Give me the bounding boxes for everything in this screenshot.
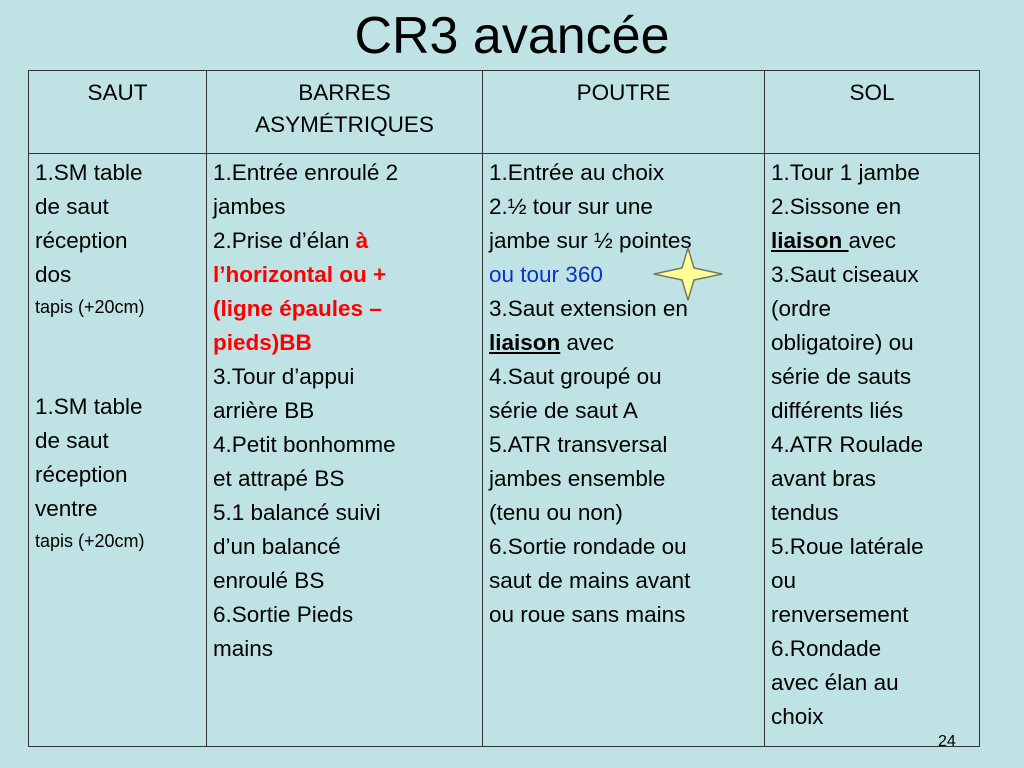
header-sol: SOL [765, 71, 980, 154]
barres-line: mains [213, 636, 274, 661]
barres-highlight: pieds)BB [213, 330, 312, 355]
poutre-line: 1.Entrée au choix [489, 160, 665, 185]
header-saut: SAUT [29, 71, 207, 154]
poutre-text: avec [560, 330, 615, 355]
saut-line: dos [35, 262, 72, 287]
barres-line: 1.Entrée enroulé 2 [213, 160, 399, 185]
content-row [29, 154, 980, 747]
saut-line: 1.SM table [35, 160, 143, 185]
barres-text: 2.Prise d’élan [213, 228, 356, 253]
sol-line: choix [771, 704, 824, 729]
barres-line: 5.1 balancé suivi [213, 500, 381, 525]
sol-line: différents liés [771, 398, 904, 423]
poutre-line: ou roue sans mains [489, 602, 686, 627]
saut-note: tapis (+20cm) [35, 531, 145, 551]
barres-highlight: (ligne épaules – [213, 296, 382, 321]
sol-line: renversement [771, 602, 909, 627]
sol-line: avant bras [771, 466, 877, 491]
sol-line [771, 224, 973, 258]
sol-line: série de sauts [771, 364, 912, 389]
barres-highlight: l’horizontal ou + [213, 262, 387, 287]
skills-table [28, 70, 980, 747]
sol-line: 5.Roue latérale [771, 534, 924, 559]
sol-line: ou [771, 568, 797, 593]
barres-line: 4.Petit bonhomme [213, 432, 396, 457]
saut-line: réception [35, 462, 128, 487]
four-point-star-icon [652, 246, 724, 302]
spacer [35, 322, 200, 390]
slide-title: CR3 avancée [354, 7, 670, 65]
barres-line: et attrapé BS [213, 466, 345, 491]
poutre-highlight: ou tour 360 [489, 262, 603, 287]
poutre-line: série de saut A [489, 398, 638, 423]
page-number: 24 [938, 733, 956, 750]
barres-line: enroulé BS [213, 568, 325, 593]
header-barres: BARRES ASYMÉTRIQUES [207, 71, 483, 154]
poutre-line: 2.½ tour sur une [489, 194, 653, 219]
poutre-line: saut de mains avant [489, 568, 691, 593]
cell-barres [207, 154, 483, 747]
sol-line: (ordre [771, 296, 832, 321]
barres-line: jambes [213, 194, 286, 219]
barres-line: arrière BB [213, 398, 315, 423]
cell-saut [29, 154, 207, 747]
header-row [29, 71, 980, 154]
barres-line: 6.Sortie Pieds [213, 602, 354, 627]
poutre-line: 4.Saut groupé ou [489, 364, 662, 389]
sol-liaison: liaison [771, 228, 849, 253]
barres-line: d’un balancé [213, 534, 341, 559]
poutre-line: 6.Sortie rondade ou [489, 534, 687, 559]
saut-line: de saut [35, 194, 109, 219]
sol-line: tendus [771, 500, 839, 525]
saut-line: ventre [35, 496, 98, 521]
sol-line: 6.Rondade [771, 636, 882, 661]
poutre-line: 5.ATR transversal [489, 432, 668, 457]
sol-line: avec élan au [771, 670, 899, 695]
sol-line: 3.Saut ciseaux [771, 262, 919, 287]
sol-line: obligatoire) ou [771, 330, 914, 355]
poutre-line: jambe sur ½ pointes [489, 228, 692, 253]
barres-line: 3.Tour d’appui [213, 364, 355, 389]
poutre-line [489, 326, 758, 360]
cell-poutre [483, 154, 765, 747]
poutre-line: 3.Saut extension en [489, 296, 688, 321]
saut-line: 1.SM table [35, 394, 143, 419]
poutre-line: jambes ensemble [489, 466, 666, 491]
saut-line: réception [35, 228, 128, 253]
sol-text: avec [848, 228, 897, 253]
sol-line: 2.Sissone en [771, 194, 902, 219]
saut-line: de saut [35, 428, 109, 453]
barres-highlight: à [355, 228, 369, 253]
poutre-liaison: liaison [489, 330, 561, 355]
poutre-line: (tenu ou non) [489, 500, 623, 525]
header-poutre: POUTRE [483, 71, 765, 154]
sol-line: 1.Tour 1 jambe [771, 160, 920, 185]
saut-note: tapis (+20cm) [35, 297, 145, 317]
barres-line [213, 224, 476, 258]
sol-line: 4.ATR Roulade [771, 432, 924, 457]
cell-sol [765, 154, 980, 747]
